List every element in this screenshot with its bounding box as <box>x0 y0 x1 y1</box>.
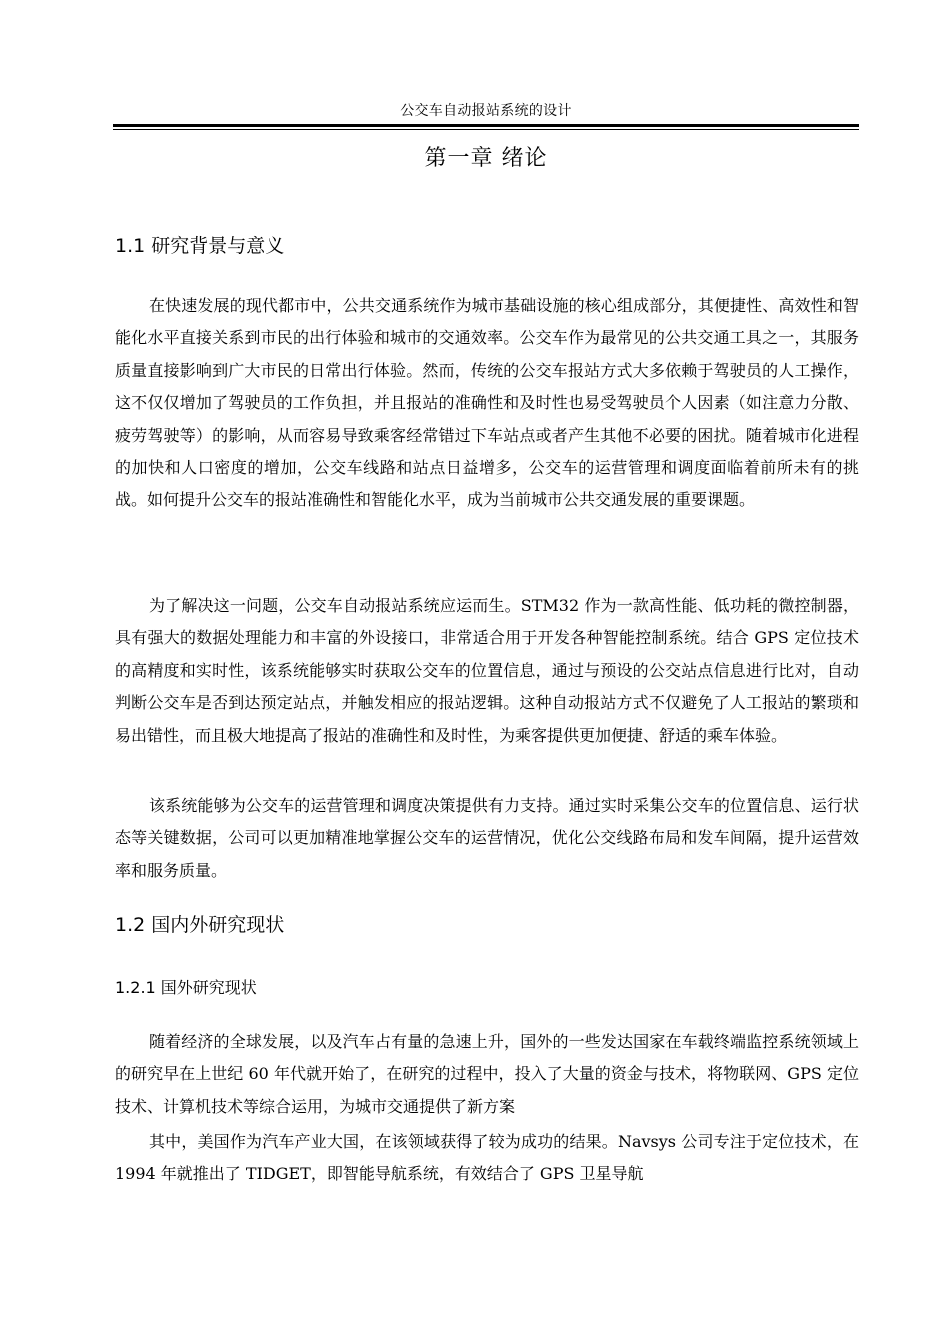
section-heading-1-2: 1.2 国内外研究现状 <box>115 914 285 936</box>
section-heading-1-1: 1.1 研究背景与意义 <box>115 235 285 257</box>
paragraph-background-3: 该系统能够为公交车的运营管理和调度决策提供有力支持。通过实时采集公交车的位置信息、运行状态等关键数据，公司可以更加精准地掌握公交车的运营情况，优化公交线路布局和发车间隔，提升运营效率和服务质量。 <box>115 796 859 880</box>
paragraph-background-2: 为了解决这一问题，公交车自动报站系统应运而生。STM32 作为一款高性能、低功耗的微控制器，具有强大的数据处理能力和丰富的外设接口，非常适合用于开发各种智能控制系统。结合 GPS 定位技术的高精度和实时性，该系统能够实时获取公交车的位置信息，通过与预设的公交站点信息进行比对，自动判断公交车是否到达预定站点，并触发相应的报站逻辑。这种自动报站方式不仅避免了人工报站的繁琐和易出错性，而且极大地提高了报站的准确性和及时性，为乘客提供更加便捷、舒适的乘车体验。 <box>115 596 859 745</box>
header-rule-thin <box>113 129 859 130</box>
chapter-title: 第一章 绪论 <box>424 146 548 171</box>
running-header: 公交车自动报站系统的设计 <box>400 103 572 119</box>
paragraph-foreign-1: 随着经济的全球发展，以及汽车占有量的急速上升，国外的一些发达国家在车载终端监控系统领域上的研究早在上世纪 60 年代就开始了，在研究的过程中，投入了大量的资金与技术，将物联网、GPS 定位技术、计算机技术等综合运用，为城市交通提供了新方案 <box>115 1032 859 1116</box>
header-rule-thick <box>113 124 859 127</box>
subsection-heading-1-2-1: 1.2.1 国外研究现状 <box>115 978 257 997</box>
paragraph-background-1: 在快速发展的现代都市中，公共交通系统作为城市基础设施的核心组成部分，其便捷性、高效性和智能化水平直接关系到市民的出行体验和城市的交通效率。公交车作为最常见的公共交通工具之一，其服务质量直接影响到广大市民的日常出行体验。然而，传统的公交车报站方式大多依赖于驾驶员的人工操作，这不仅仅增加了驾驶员的工作负担，并且报站的准确性和及时性也易受驾驶员个人因素（如注意力分散、疲劳驾驶等）的影响，从而容易导致乘客经常错过下车站点或者产生其他不必要的困扰。随着城市化进程的加快和人口密度的增加，公交车线路和站点日益增多，公交车的运营管理和调度面临着前所未有的挑战。如何提升公交车的报站准确性和智能化水平，成为当前城市公共交通发展的重要课题。 <box>115 296 859 510</box>
paragraph-foreign-2: 其中，美国作为汽车产业大国，在该领域获得了较为成功的结果。Navsys 公司专注于定位技术，在 1994 年就推出了 TIDGET，即智能导航系统，有效结合了 GPS 卫星导航 <box>115 1132 859 1184</box>
